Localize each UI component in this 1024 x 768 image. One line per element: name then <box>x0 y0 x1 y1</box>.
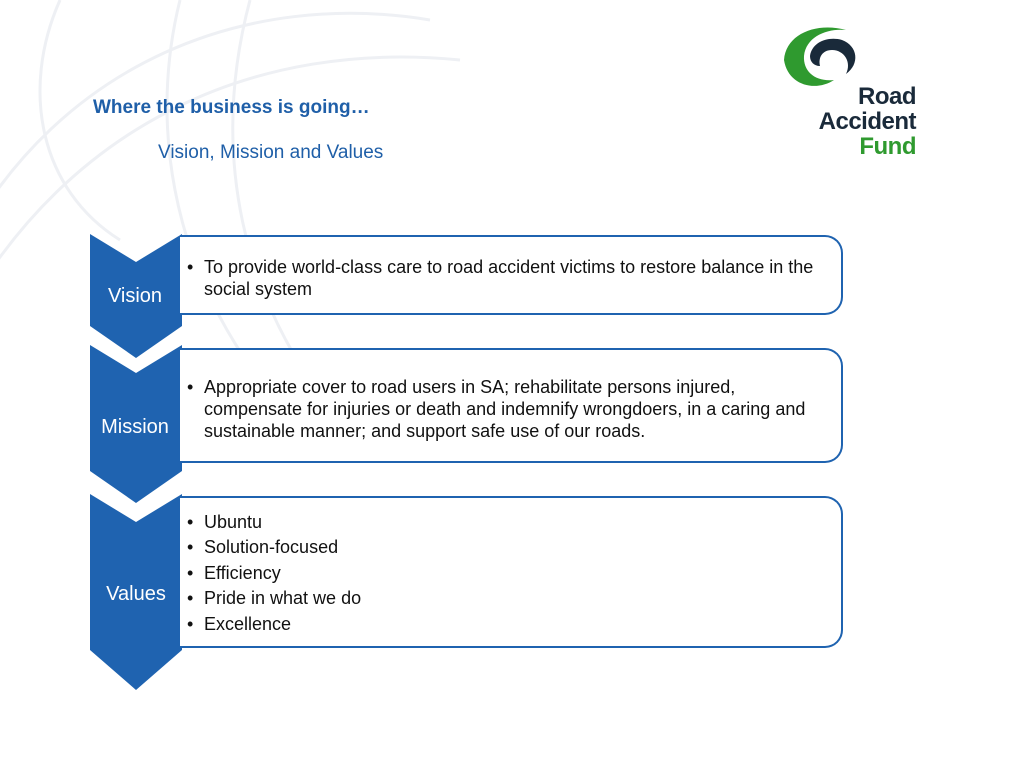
vision-item: • To provide world-class care to road accident victims to restore balance in the social system <box>180 256 831 300</box>
values-box <box>180 496 843 648</box>
values-item: • Efficiency <box>180 561 831 586</box>
page-title: Where the business is going… <box>93 97 370 118</box>
values-item: • Solution-focused <box>180 535 831 560</box>
values-item: • Ubuntu <box>180 510 831 535</box>
logo-text-accident: Accident <box>818 108 916 135</box>
mission-box <box>180 348 843 463</box>
page-subtitle: Vision, Mission and Values <box>158 142 384 163</box>
vision-label: Vision <box>107 285 163 307</box>
mission-label: Mission <box>101 416 169 438</box>
logo-text-fund: Fund <box>859 133 916 160</box>
road-accident-fund-logo <box>776 20 926 160</box>
values-label: Values <box>106 583 166 605</box>
logo-text-road: Road <box>858 83 916 110</box>
mission-item: • Appropriate cover to road users in SA; rehabilitate persons injured, compensate for injuries or death and indemnify wrongdoers, in a caring and sustainable manner; and support safe use of our roads. <box>180 376 831 442</box>
vision-box <box>180 235 843 315</box>
values-item: • Pride in what we do <box>180 586 831 611</box>
values-item: • Excellence <box>180 612 831 637</box>
